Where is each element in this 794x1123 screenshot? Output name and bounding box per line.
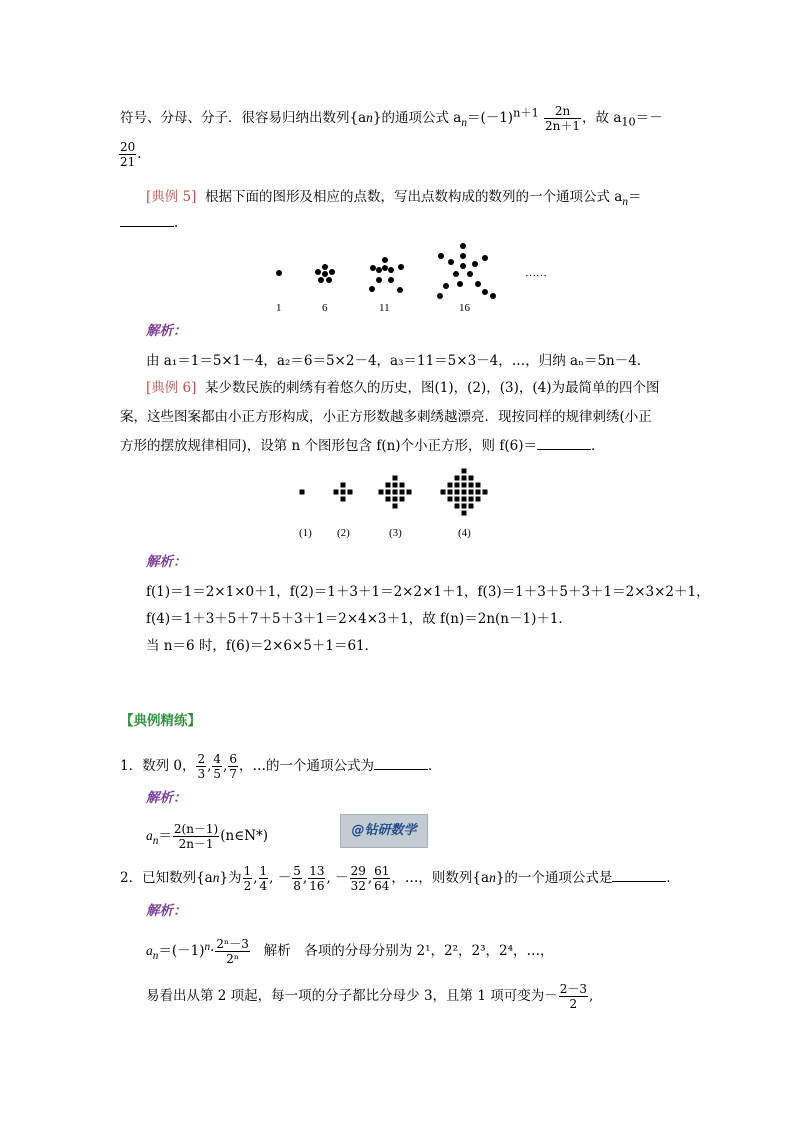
pattern-square-fig-2: [334, 490, 339, 495]
q2-answer-last: 易看出从第 2 项起，每一项的分子都比分母少 3，且第 1 项可变为－ $\frac{2-3}{2}$ ,: [146, 982, 594, 1011]
pattern-square-fig-3: [393, 504, 398, 509]
q1-answer: $a_n=$ $\frac{2(n-1)}{2n-1}$ (n∈N*): [146, 822, 269, 851]
q2-answer: $a_n=(-1)^n\cdot$ $\frac{\text{2ⁿ－3}}{\text{2ⁿ}}$ 解析 各项的分母分别为 2¹，2²，2³，2⁴，…，: [146, 937, 554, 966]
pattern-square-fig-4: [455, 497, 460, 502]
pattern-square-fig-3: [386, 483, 391, 488]
pattern-square-fig-4: [469, 490, 474, 495]
ex6-label: [典例 6]: [146, 380, 197, 396]
ex5-fig-label-3: 11: [379, 302, 390, 314]
ex5-dot-figures: [260, 240, 560, 320]
pattern-square-fig-3: [400, 483, 405, 488]
q2-question: 2．已知数列{an}为 $\frac{1}{2}$ , $\frac{1}{4}$ , － $\frac{5}{8}$ , $\frac{13}{16}$ , － $\frac{29}{32}$ , $\frac{61}{64}$ ，…，则数列{an}的一个通项公式是 ．: [120, 864, 680, 893]
pattern-square-fig-4: [448, 497, 453, 502]
pattern-square-fig-4: [483, 490, 488, 495]
pattern-square-fig-2: [348, 490, 353, 495]
pattern-square-fig-4: [462, 469, 467, 474]
q1-question: 1．数列 0， $\frac{2}{3}$ , $\frac{4}{5}$ , $\frac{6}{7}$ ，…的一个通项公式为 ．: [120, 752, 442, 781]
pattern-square-fig-3: [393, 483, 398, 488]
pattern-square-fig-3: [386, 497, 391, 502]
ex5-fig-label-1: 1: [276, 302, 282, 314]
pattern-square-fig-3: [393, 476, 398, 481]
pattern-square-fig-2: [341, 483, 346, 488]
ex6-line-1: [典例 6] 某少数民族的刺绣有着悠久的历史，图(1)，(2)，(3)，(4)为最简单的四个图: [146, 380, 660, 396]
pattern-square-fig-4: [462, 497, 467, 502]
pattern-square-fig-4: [462, 490, 467, 495]
watermark-stamp: @钻研数学: [340, 814, 428, 848]
q2-answer-label: 解析：: [146, 903, 187, 919]
ex6-square-figures: [290, 462, 510, 542]
practice-title: 【典例精练】: [120, 713, 201, 729]
ex5-label: [典例 5]: [146, 189, 197, 205]
pattern-square-fig-4: [448, 483, 453, 488]
pattern-square-fig-4: [462, 504, 467, 509]
pattern-square-fig-4: [469, 497, 474, 502]
ex6-line-3: 方形的摆放规律相同)，设第 n 个图形包含 f(n)个小正方形，则 f(6)＝ ．: [120, 438, 605, 454]
ex5-answer: 由 a₁＝1＝5×1－4，a₂＝6＝5×2－4，a₃＝11＝5×3－4，…，归纳 aₙ＝5n－4．: [146, 353, 651, 369]
ex5-answer-label: 解析：: [146, 323, 187, 339]
ex6-fig-label-1: (1): [299, 527, 312, 539]
intro-line-1: 符号、分母、分子．很容易归纳出数列{an}的通项公式 $a_n=(-1)^{n+1}$ $\frac{2n}{2n+1}$ ，故 $a_{10}=-$: [120, 104, 663, 133]
intro-line-2: $\frac{20}{21}$ .: [120, 140, 142, 169]
pattern-square-fig-4: [462, 476, 467, 481]
pattern-square-fig-2: [341, 497, 346, 502]
pattern-square-fig-4: [455, 490, 460, 495]
pattern-square-fig-4: [462, 511, 467, 516]
pattern-square-fig-4: [455, 483, 460, 488]
pattern-square-fig-4: [441, 490, 446, 495]
pattern-square-fig-4: [469, 483, 474, 488]
pattern-square-fig-3: [379, 490, 384, 495]
pattern-square-fig-4: [455, 504, 460, 509]
pattern-square-fig-3: [393, 490, 398, 495]
ex6-answer-2: f(4)＝1＋3＋5＋7＋5＋3＋1＝2×4×3＋1，故 f(n)＝2n(n－1)＋1．: [146, 611, 572, 627]
ex6-answer-1: f(1)＝1＝2×1×0＋1，f(2)＝1＋3＋1＝2×2×1＋1，f(3)＝1＋3＋5＋3＋1＝2×3×2＋1，: [146, 584, 710, 600]
pattern-square-fig-3: [400, 497, 405, 502]
ex5-question: [典例 5] 根据下面的图形及相应的点数，写出点数构成的数列的一个通项公式 $a_n=$: [146, 189, 642, 208]
pattern-square-fig-2: [341, 490, 346, 495]
ex5-ellipsis: ……: [525, 267, 547, 279]
pattern-square-fig-4: [476, 483, 481, 488]
ex6-answer-label: 解析：: [146, 554, 187, 570]
ex6-line-2: 案，这些图案都由小正方形构成，小正方形数越多刺绣越漂亮．现按同样的规律刺绣(小正: [120, 409, 652, 425]
pattern-square-fig-4: [455, 476, 460, 481]
ex5-fig-label-2: 6: [322, 302, 328, 314]
pattern-square-fig-3: [393, 497, 398, 502]
pattern-square-fig-3: [407, 490, 412, 495]
ex6-fig-label-4: (4): [458, 527, 471, 539]
pattern-square-fig-4: [462, 483, 467, 488]
pattern-square-fig-1: [300, 490, 305, 495]
ex6-answer-3: 当 n＝6 时，f(6)＝2×6×5＋1＝61．: [146, 638, 379, 654]
pattern-square-fig-3: [400, 490, 405, 495]
pattern-square-fig-4: [469, 504, 474, 509]
pattern-square-fig-4: [448, 490, 453, 495]
pattern-square-fig-4: [476, 490, 481, 495]
pattern-square-fig-3: [386, 490, 391, 495]
pattern-square-fig-4: [476, 497, 481, 502]
pattern-square-fig-4: [469, 476, 474, 481]
ex5-fig-label-4: 16: [459, 302, 470, 314]
ex6-fig-label-3: (3): [389, 527, 402, 539]
intro-fraction: $\frac{2n}{2n+1}$: [545, 104, 581, 133]
ex6-fig-label-2: (2): [337, 527, 350, 539]
q1-answer-label: 解析：: [146, 790, 187, 806]
ex5-blank: .: [120, 214, 178, 232]
